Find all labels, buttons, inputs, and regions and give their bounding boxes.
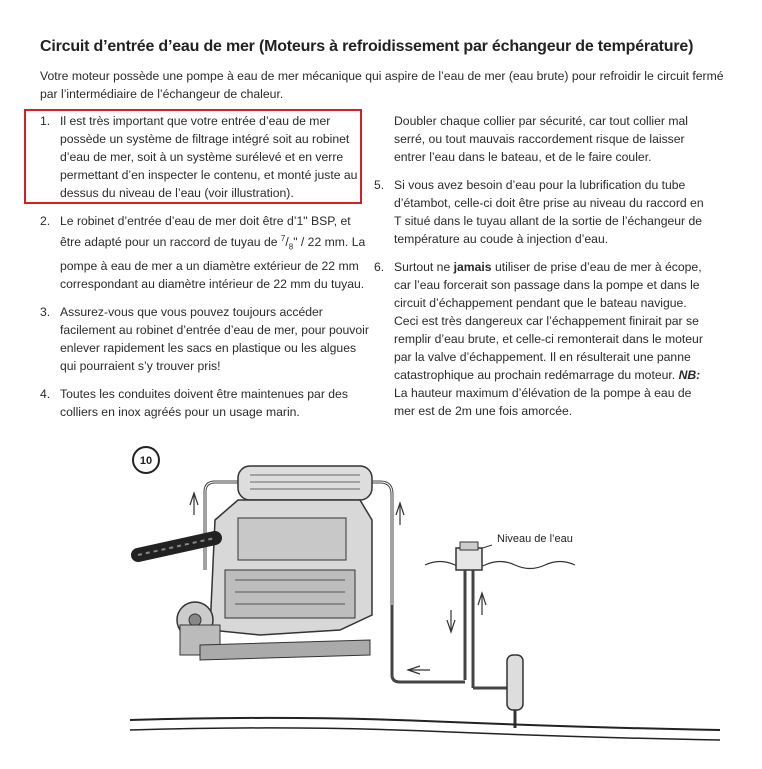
page-title: Circuit d’entrée d’eau de mer (Moteurs à refroidissement par échangeur de température) [40,38,694,55]
list-item [374,176,710,248]
item-continuation: Doubler chaque collier par sécurité, car tout collier mal serré, ou tout mauvais raccordement risque de laisser entrer l’eau dans le bateau, et de le faire couler. [394,114,688,164]
item-text: La hauteur maximum d’élévation de la pompe à eau de mer est de 2m une fois amorcée. [394,386,692,418]
item-number: 5. [374,178,385,192]
item-text: Assurez-vous que vous pouvez toujours accéder facilement au robinet d’entrée d’eau de mer, pour pouvoir enlever rapidement les sacs en plastique ou les algues qui pourraient s’y trouver pris! [60,304,369,373]
item-number: 1. [40,114,51,128]
engine-illustration [0,430,762,769]
figure-number: 10 [139,455,153,467]
water-level-line [425,562,575,569]
heat-exchanger [238,466,372,500]
item-number: 4. [40,386,51,401]
strainer [456,548,482,570]
item-number: 3. [40,304,51,319]
nb-label: NB: [678,368,701,382]
item-text: Il est très important que votre entrée d’eau de mer possède un système de filtrage intégré soit au robinet d’eau de mer, soit à un système surélevé et en verre permettant d’en inspecter le contenu, et monté juste au dessus du niveau de l’eau (voir illustration). [60,114,358,200]
water-level-label: Niveau de l’eau [497,533,573,545]
list-item [40,385,370,421]
highlight-box [24,109,362,204]
item-number: 6. [374,260,385,274]
item-number: 2. [40,214,51,228]
engine-cover [238,518,346,560]
fraction-numerator: 7 [280,234,286,243]
intro-paragraph: Votre moteur possède une pompe à eau de mer mécanique qui aspire de l’eau de mer (eau brute) pour refroidir le circuit fermé par l’intermédiaire de l’échangeur de chaleur. [40,69,724,101]
list-item [374,258,710,420]
engine-base [200,640,370,660]
item-text: utiliser de prise d’eau de mer à écope, car l’eau forcerait son passage dans la pompe et dans le circuit d’échappement pendant que le bateau navigue. Ceci est très dangereux car l’échappement finirait par se remplir d’eau brute, et celle-ci remonterait dans le moteur par la valve d’échappement. Il en résulterait une panne catastrophique au prochain redémarrage du moteur. [394,260,703,382]
item-text: Toutes les conduites doivent être maintenues par des colliers en inox agréés pour un usage marin. [60,386,348,419]
item-text: Surtout ne [394,260,454,274]
item-text: " / 22 mm. La pompe à eau de mer a un diamètre extérieur de 22 mm correspondant au diamètre intérieur de 22 mm du tuyau. [60,235,366,291]
item-text-bold: jamais [453,260,492,274]
list-item: 2. Le robinet d’entrée d’eau de mer doit être d’1" BSP, et être adapté pour un raccord de tuyau de $^7/_8$" / 22 mm. La pompe à eau de mer a un diamètre extérieur de 22 mm correspondant au diamètre intérieur de 22 mm du tuyau. [40,214,366,291]
fraction-denominator: 8 [288,242,294,252]
item-text: Le robinet d’entrée d’eau de mer doit être d’1" BSP, et être adapté pour un raccord de tuyau de [60,214,351,250]
item-text: Si vous avez besoin d’eau pour la lubrification du tube d’étambot, celle-ci doit être prise au niveau du raccord en T situé dans le tuyau allant de la sortie de l’échangeur de température au coude à injection d’eau. [394,178,704,246]
seacock-filter [507,655,523,710]
list-item [40,303,370,375]
right-column [374,112,710,430]
